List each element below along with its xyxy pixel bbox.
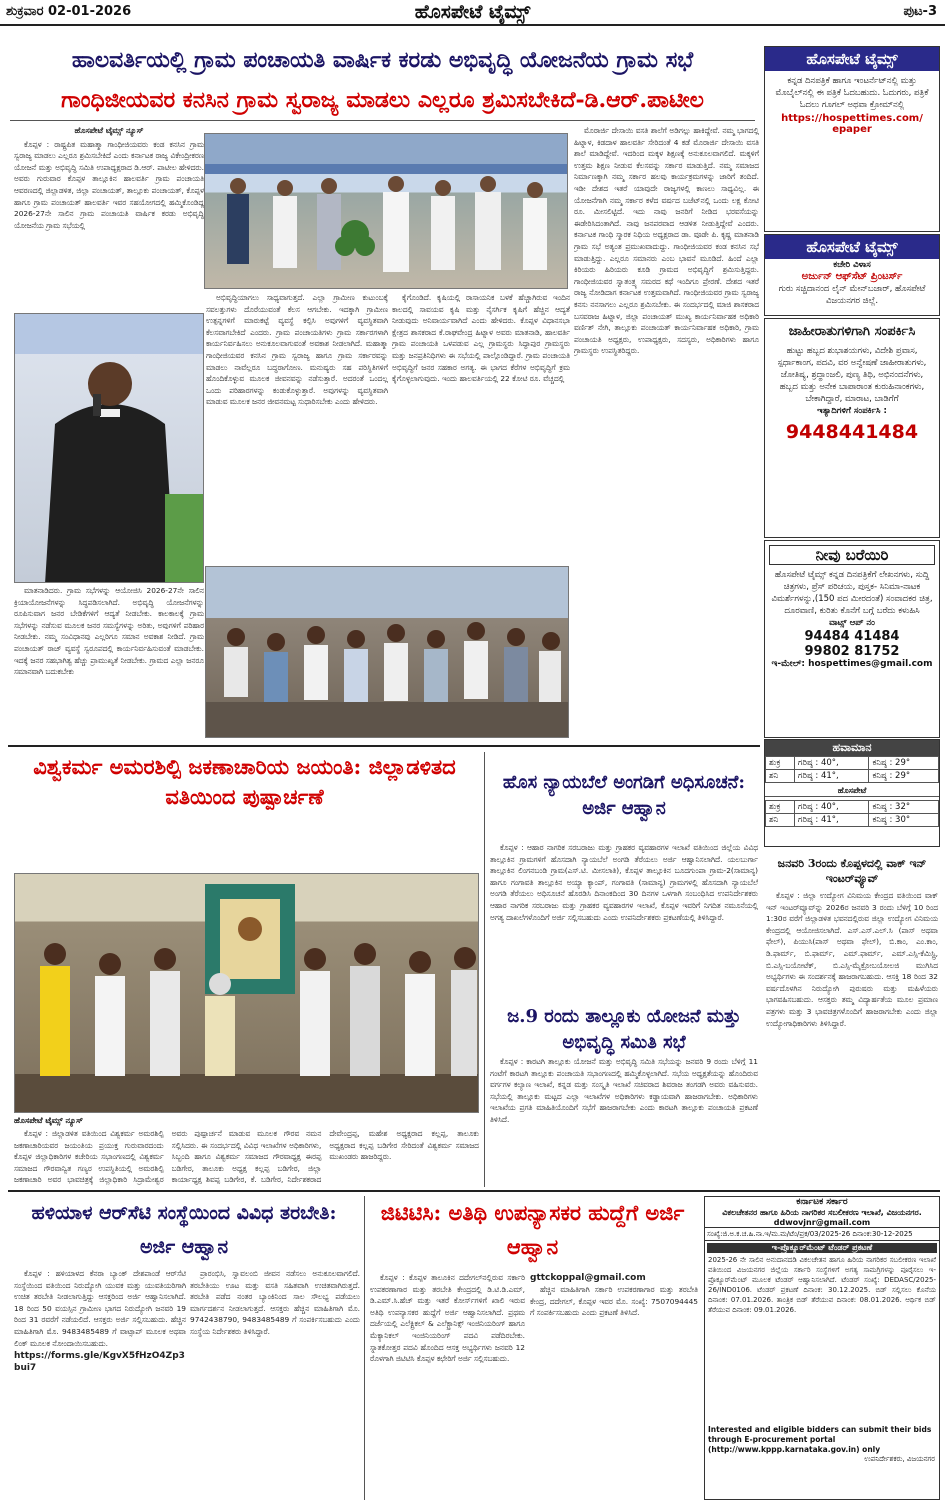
ads-phone[interactable]: 9448441484: [785, 421, 919, 443]
press-name: ಅರ್ಜುನ್ ಆಫ್‌ಸೆಟ್ ಪ್ರಿಂಟರ್ಸ್: [801, 271, 903, 282]
tender-notice-title: ಇ-ಪ್ರೊಕ್ಯೂರ್‌ಮೆಂಟ್ ಟೆಂಡರ್ ಪ್ರಕಟಣೆ: [707, 1243, 937, 1253]
phone-1[interactable]: 94484 41484: [804, 629, 900, 644]
date: ಶುಕ್ರವಾರ 02-01-2026: [6, 4, 132, 19]
story3-title: ಹೊಸ ನ್ಯಾಯಬೆಲೆ ಅಂಗಡಿಗೆ ಅಧಿಸೂಚನೆ: ಅರ್ಜಿ ಆಹ್ವಾನ: [502, 772, 746, 819]
ads-contact: ಇತ್ಯಾದಿಗಳಿಗೆ ಸಂಪರ್ಕಿಸಿ :: [817, 406, 887, 416]
tender-english: Interested and eligible bidders can submit their bids through E-procurement portal (http://www.kppp.karnataka.gov.in) only: [708, 1425, 932, 1454]
tender-email[interactable]: ddwovjnr@gmail.com: [773, 1218, 871, 1227]
weather-box: [764, 739, 940, 847]
story6-text: ಕೊಪ್ಪಳ : ಹಳಿಯಾಳದ ಕೆನರಾ ಬ್ಯಾಂಕ್ ದೇಶಪಾಂಡೆ ಆರ್‌ಸೆಟಿ ಸಂಸ್ಥೆಯಿಂದ ವತಿಯಿಂದ ನಿರುದ್ಯೋಗಿ ಯುವಕ ಮತ್ತು ಯುವತಿಯರಿಗಾಗಿ ಉಚಿತ ತರಬೇತಿ ನೀಡಲಾಗುತ್ತಿದ್ದು ಆಸಕ್ತರಿಂದ ಅರ್ಜಿ ಆಹ್ವಾನಿಸಲಾಗಿದೆ. 18 ರಿಂದ 50 ವಯಸ್ಸಿನ ಗ್ರಾಮೀಣ ಭಾಗದ ನಿರುದ್ಯೋಗಿ ಜನವರಿ 19 ರಿಂದ 31 ರವರೆಗೆ ನಡೆಯಲಿದೆ. ಆಸಕ್ತರು ಅರ್ಜಿ ಸಲ್ಲಿಸಬಹುದು. ಹೆಚ್ಚಿನ ಮಾಹಿತಿಗಾಗಿ ಮೊ. 9483485489 ಗೆ ವಾಟ್ಸಾಪ್ ಮೂಲಕ ಅಥವಾ ಲಿಂಕ್ ಮೂಲಕ ನೋಂದಾಯಿಸಬಹುದು. https://forms.gle/KgvX5fHzO4Zp3bui7: [14, 1269, 186, 1374]
story5-title: ಜನವರಿ 3ರಂದು ಕೊಪ್ಪಳದಲ್ಲಿ ವಾಕ್ ಇನ್ ಇಂಟರ್‌ವ್ಯೂವ್: [777, 857, 927, 885]
tender-body: 2025-26 ನೇ ಸಾಲಿನ ಅನುದಾನದಡಿ ವಿಕಲಚೇತನ ಹಾಗೂ ಹಿರಿಯ ನಾಗರಿಕರ ಸಬಲೀಕರಣ ಇಲಾಖೆ ವತಿಯಿಂದ ವಿಜಯನಗರ ಜಿಲ್ಲೆಯ ಸರ್ಕಾರಿ ಸಂಸ್ಥೆಗಳಿಗೆ ಅಗತ್ಯ ಸಾಮಗ್ರಿಗಳನ್ನು ಪೂರೈಸಲು ಇ-ಪ್ರೊಕ್ಯೂರ್‌ಮೆಂಟ್ ಮೂಲಕ ಟೆಂಡರ್ ಆಹ್ವಾನಿಸಲಾಗಿದೆ. ಟೆಂಡರ್ ಸಂಖ್ಯೆ: DEDASC/2025-26/IND0106. ಟೆಂಡರ್ ಪ್ರಕಟಣೆ ದಿನಾಂಕ: 30.12.2025. ಬಿಡ್ ಸಲ್ಲಿಸಲು ಕೊನೆಯ ದಿನಾಂಕ: 07.01.2026. ತಾಂತ್ರಿಕ ಬಿಡ್ ತೆರೆಯುವ ದಿನಾಂಕ: 08.01.2026. ಆರ್ಥಿಕ ಬಿಡ್ ತೆರೆಯುವ ದಿನಾಂಕ: 09.01.2026.: [708, 1256, 936, 1314]
story1-col1b: ಮಾತನಾಡಿದರು. ಗ್ರಾಮ ಸಭೆಗಳನ್ನು ಆಯೋಜಿಸಿ 2026-27ನೇ ಸಾಲಿನ ಕ್ರಿಯಾಯೋಜನೆಗಳನ್ನು ಸಿದ್ಧಪಡಿಸಲಾಗಿದೆ. ಅಭಿವೃದ್ಧಿ ಯೋಜನೆಗಳನ್ನು ರೂಪಿಸುವಾಗ ಜನರ ಬೇಡಿಕೆಗಳಿಗೆ ಆದ್ಯತೆ ನೀಡಬೇಕು. ಕಾಲಕಾಲಕ್ಕೆ ಗ್ರಾಮ ಸಭೆಗಳನ್ನು ನಡೆಸುವ ಮೂಲಕ ಜನರ ಸಮಸ್ಯೆಗಳನ್ನು ಅರಿತು, ಅವುಗಳಿಗೆ ಪರಿಹಾರ ನೀಡಬೇಕು. ನಮ್ಮ ಸಂವಿಧಾನವು ಎಲ್ಲರಿಗೂ ಸಮಾನ ಅವಕಾಶ ನೀಡಿದೆ. ಗ್ರಾಮ ಪಂಚಾಯತ್ ರಾಜ್ ವ್ಯವಸ್ಥೆ ಸ್ವರೂಪದಲ್ಲಿ ಕಾರ್ಯನಿರ್ವಹಿಸುವಂತೆ ಮಾಡಬೇಕು. ಇದಕ್ಕೆ ಜನರ ಸಹಭಾಗಿತ್ವ ಹೆಚ್ಚು ಪ್ರಾಮುಖ್ಯತೆ ನೀಡಬೇಕು. ಗ್ರಾಮದ ಎಲ್ಲಾ ಜನರೂ ಸಮಾನವಾಗಿ ಬದುಕಬೇಕು: [14, 586, 204, 677]
story6-title: ಹಳಿಯಾಳ ಆರ್‌ಸೆಟಿ ಸಂಸ್ಥೆಯಿಂದ ವಿವಿಧ ತರಬೇತಿ: ಅರ್ಜಿ ಆಹ್ವಾನ: [31, 1202, 337, 1258]
sidebar-box-1: [764, 46, 940, 232]
story2-byline: ಹೊಸಪೇಟೆ ಟೈಮ್ಸ್ ನ್ಯೂಸ್: [14, 1116, 83, 1125]
sidebar-brand: ಹೊಸಪೇಟೆ ಟೈಮ್ಸ್: [765, 47, 939, 71]
tender-sign: ಉಪನಿರ್ದೇಶಕರು, ವಿಜಯನಗರ: [864, 1455, 935, 1463]
story1-photo-speaker: [14, 313, 204, 583]
story7-title: ಜಿಟಿಟಿಸಿ: ಅತಿಥಿ ಉಪನ್ಯಾಸಕರ ಹುದ್ದೆಗೆ ಅರ್ಜಿ ಆಹ್ವಾನ: [380, 1200, 685, 1259]
ads-text: ಹುಟ್ಟು ಹಬ್ಬದ ಶುಭಾಶಯಗಳು, ವಿದೇಶಿ ಪ್ರವಾಸ, ಸ್ಪರ್ಧಾಕಾಂಗ, ಪದವಿ, ವರ ಅನ್ವೇಷಣೆ ಜಾಹೀರಾತುಗಳು, ಜೋತಿಷ್ಯ, ಶ್ರದ್ಧಾಂಜಲಿ, ಪುಣ್ಯ ತಿಥಿ, ಅಭಿನಂದನೆಗಳು, ಹಬ್ಬದ ಮತ್ತು ಅನೇಕ ಬಾಪಾರಾಂತ ಕುರುಹಿನಾಂಕಗಳು, ಬೇಕಾಗಿದ್ದಾರೆ, ಮಾರಾಟ, ಬಾಡಿಗೆಗೆ: [777, 346, 927, 404]
story7-email[interactable]: gttckoppal@gmail.com: [530, 1273, 646, 1283]
sidebar-box-2: [764, 234, 940, 316]
sidebar-intro: ಕನ್ನಡ ದಿನಪತ್ರಿಕೆ ಹಾಗೂ ಇಂಟರ್ನೆಟ್‌ನಲ್ಲಿ ಮತ್ತು ಮೊಬೈಲ್‌ನಲ್ಲಿ ಈ ಪತ್ರಿಕೆ ಓದಬಹುದು. ಓದುಗರು, ಪತ್ರಿಕೆ ಓದಲು ಗೂಗಲ್ ಅಥವಾ ಕ್ರೋಮ್‌ನಲ್ಲಿ: [775, 76, 929, 110]
story6-link[interactable]: https://forms.gle/KgvX5fHzO4Zp3bui7: [14, 1351, 185, 1374]
story1-title: ಗಾಂಧಿಜೀಯವರ ಕನಸಿನ ಗ್ರಾಮ ಸ್ವರಾಜ್ಯ ಮಾಡಲು ಎಲ್ಲರೂ ಶ್ರಮಿಸಬೇಕಿದೆ-ಡಿ.ಆರ್.ಪಾಟೀಲ: [61, 87, 704, 113]
ads-title: ಜಾಹೀರಾತುಗಳಿಗಾಗಿ ಸಂಪರ್ಕಿಸಿ: [788, 324, 916, 339]
sidebar-write: [764, 540, 940, 738]
story2-title: ವಿಶ್ವಕರ್ಮ ಅಮರಶಿಲ್ಪಿ ಜಕಣಾಚಾರಿಯ ಜಯಂತಿ: ಜಿಲ್ಲಾಡಳಿತದ ವತಿಯಿಂದ ಪುಷ್ಪಾರ್ಚಣೆ: [33, 754, 456, 809]
story1-photo-audience: [205, 566, 569, 738]
story5-text: ಕೊಪ್ಪಳ : ಜಿಲ್ಲಾ ಉದ್ಯೋಗ ವಿನಿಮಯ ಕೇಂದ್ರದ ವತಿಯಿಂದ ವಾಕ್ ಇನ್ ಇಂಟರ್‌ವ್ಯೂವ್‌ನ್ನು 2026ರ ಜನವರಿ 3 ರಂದು ಬೆಳಿಗ್ಗೆ 10 ರಿಂದ 1:30ರ ವರೆಗೆ ಜಿಲ್ಲಾಡಳಿತ ಭವನದಲ್ಲಿರುವ ಜಿಲ್ಲಾ ಉದ್ಯೋಗ ವಿನಿಮಯ ಕೇಂದ್ರದಲ್ಲಿ ಆಯೋಜಿಸಲಾಗಿದೆ. ಎಸ್.ಎಸ್.ಎಲ್.ಸಿ (ಪಾಸ್ ಅಥವಾ ಫೇಲ್), ಪಿಯುಸಿ(ಪಾಸ್ ಅಥವಾ ಫೇಲ್), ಬಿ.ಕಾಂ, ಎಂ.ಕಾಂ, ಡಿ.ಫಾರ್ಮ್, ಬಿ.ಫಾರ್ಮ್, ಎಮ್.ಫಾರ್ಮ್, ಎಮ್.ಎಸ್ಸಿ-ಕೆಮಿಸ್ಟ್ರಿ, ಬಿ.ಎಸ್ಸಿ-ಬಯೋಟೆಕ್, ಬಿ.ಎಸ್ಸಿ-ಮೈಕ್ರೋಬಯೋಲಜಿ ಮುಗಿಸಿದ ಅಭ್ಯರ್ಥಿಗಳು ಈ ಸಂದರ್ಶನಕ್ಕೆ ಹಾಜರಾಗಬಹುದು. ಆಸಕ್ತಿ 18 ರಿಂದ 32 ವರ್ಷದೊಳಗಿನ ನಿರುದ್ಯೋಗಿ ಪುರುಷರು ಮತ್ತು ಮಹಿಳೆಯರು ಭಾಗವಹಿಸಬಹುದು. ಆಸಕ್ತರು ತಮ್ಮ ವಿದ್ಯಾರ್ಹತೆಯ ಮೂಲ ಪ್ರಮಾಣ ಪತ್ರಗಳು ಮತ್ತು 3 ಭಾವಚಿತ್ರಗಳೊಂದಿಗೆ ಹಾಜರಾಗಬೇಕು ಎಂದು ಜಿಲ್ಲಾ ಉದ್ಯೋಗಾಧಿಕಾರಿಗಳು ತಿಳಿಸಿದ್ದಾರೆ.: [766, 891, 938, 1028]
sidebar-ads: [764, 318, 940, 538]
story7-text: ಕೊಪ್ಪಳ : ಕೊಪ್ಪಳ ತಾಲೂಕಿನ ದದೇಗಲ್‌ನಲ್ಲಿರುವ ಸರ್ಕಾರಿ ಉಪಕರಣಾಗಾರ ಮತ್ತು ತರಬೇತಿ ಕೇಂದ್ರದಲ್ಲಿ ಡಿ.ಟಿ.ಡಿ.ಎಮ್, ಡಿ.ಎಮ್.ಸಿ.ಹೆಚ್ ಮತ್ತು ಇತರೆ ಕೋರ್ಸ್‌ಗಳಿಗೆ ಖಾಲಿ ಇರುವ ಅತಿಥಿ ಉಪನ್ಯಾಸಕರ ಹುದ್ದೆಗೆ ಅರ್ಜಿ ಆಹ್ವಾನಿಸಲಾಗಿದೆ. ಪ್ರಥಮ ದರ್ಜೆಯಲ್ಲಿ ಎಲೆಕ್ಟ್ರಿಕಲ್ & ಎಲೆಕ್ಟ್ರಾನಿಕ್ಸ್ ಇಂಜಿನಿಯರಿಂಗ್ ಹಾಗೂ ಮೆಕ್ಯಾನಿಕಲ್ ಇಂಜಿನಿಯರಿಂಗ್ ಪದವಿ ಪಡೆದಿರಬೇಕು. ಸ್ನಾತಕೋತ್ತರ ಪದವಿ ಹೊಂದಿದ ಆಸಕ್ತ ಅಭ್ಯರ್ಥಿಗಳು ಜನವರಿ 12 ರೊಳಗಾಗಿ ಜಿಟಿಟಿಸಿ ಕೊಪ್ಪಳ ಕಛೇರಿಗೆ ಅರ್ಜಿ ಸಲ್ಲಿಸಬಹುದು.: [370, 1273, 525, 1364]
you-write-title: ನೀವು ಬರೆಯಿರಿ: [769, 545, 935, 565]
paper-name: ಹೊಸಪೇಟೆ ಟೈಮ್ಸ್: [414, 1, 531, 23]
story1-kicker: ಹಾಲವರ್ತಿಯಲ್ಲಿ ಗ್ರಾಮ ಪಂಚಾಯತಿ ವಾರ್ಷಿಕ ಕರಡು ಅಭಿವೃದ್ಧಿ ಯೋಜನೆಯ ಗ್ರಾಮ ಸಭೆ: [71, 47, 694, 73]
office-address: ಗುರು ಸಚ್ಚಿದಾನಂದ ಲೈನ್ ಮೇನ್‌ಬಜಾರ್, ಹೊಸಪೇಟೆ ವಿಜಯನಗರ ಜಿಲ್ಲೆ.: [778, 284, 926, 306]
masthead: [0, 0, 945, 26]
weather-title: ಹವಾಮಾನ: [765, 740, 939, 756]
story1-photo-dais: [204, 133, 568, 289]
sidebar-email[interactable]: hospettimes@gmail.com: [808, 659, 933, 669]
tender-gov: ಕರ್ನಾಟಕ ಸರ್ಕಾರ: [796, 1197, 848, 1207]
office-title: ಕಚೇರಿ ವಿಳಾಸ: [833, 260, 871, 270]
story6-text2: ಪ್ರಾರಂಭಿಸಿ, ಸ್ವಾವಲಂಬಿ ಜೀವನ ನಡೆಸಲು ಅನುಕೂಲವಾಗಲಿದೆ. ತರಬೇತಿಯು ಊಟ ಮತ್ತು ವಸತಿ ಸಹಿತವಾಗಿ ಉಚಿತವಾಗಿರುತ್ತದೆ. ತರಬೇತಿ ಪಡೆದ ನಂತರ ಬ್ಯಾಂಕಿನಿಂದ ಸಾಲ ಸೌಲಭ್ಯ ಪಡೆಯಲು ಮಾರ್ಗದರ್ಶನ ನೀಡಲಾಗುತ್ತದೆ. ಆಸಕ್ತರು ಹೆಚ್ಚಿನ ಮಾಹಿತಿಗಾಗಿ ಮೊ. 9742438790, 9483485489 ಗೆ ಸಂಪರ್ಕಿಸಬಹುದು ಎಂದು ಸಂಸ್ಥೆಯ ನಿರ್ದೇಶಕರು ತಿಳಿಸಿದ್ದಾರೆ.: [190, 1269, 360, 1336]
weather-table-2: ಶುಕ್ರ ಗರಿಷ್ಠ : 40°, ಕನಿಷ್ಠ : 32° ಶನಿ ಗರಿಷ್ಠ : 41°, ಕನಿಷ್ಠ : 30°: [765, 800, 939, 827]
page-number: ಪುಟ-3: [903, 4, 937, 19]
story1-col4: ಮೊರಾರ್ಜಿ ದೇಸಾಯಿ ವಸತಿ ಶಾಲೆಗೆ ಅಡಿಗಲ್ಲು ಹಾಕಿದ್ದೇವೆ. ನಮ್ಮ ಭಾಗದಲ್ಲಿ ಹಿಟ್ನಾಳ, ಕಿಡದಾಳ ಹಾಲವರ್ತಿ ಸೇರಿದಂತೆ 4 ಕಡೆ ಮೊರಾರ್ಜಿ ದೇಸಾಯಿ ವಸತಿ ಶಾಲೆ ಮಾಡಿದ್ದೇವೆ. ಇದರಿಂದ ಮಕ್ಕಳ ಶಿಕ್ಷಣಕ್ಕೆ ಅನುಕೂಲವಾಗಲಿದೆ. ಮಕ್ಕಳಿಗೆ ಉತ್ತಮ ಶಿಕ್ಷಣ ನೀಡುವ ಕೆಲಸವನ್ನು ಸರ್ಕಾರ ಮಾಡುತ್ತಿದೆ. ನಮ್ಮ ಸಮಾಜದ ನಿರ್ಮಾಣಕ್ಕಾಗಿ ನಮ್ಮ ಸರ್ಕಾರ ಹಲವು ಕಾರ್ಯಕ್ರಮಗಳನ್ನು ಜಾರಿಗೆ ತಂದಿದೆ. ಇಡೀ ದೇಶದ ಇತರೆ ಯಾವುದೇ ರಾಜ್ಯಗಳಲ್ಲಿ ಕಾಣಲು ಸಾಧ್ಯವಿಲ್ಲ. ಈ ಯೋಜನೆಗಾಗಿ ನಮ್ಮ ಸರ್ಕಾರ ಕಳೆದ ವರ್ಷದ ಬಜೆಟ್‌ನಲ್ಲಿ ಒಂದು ಲಕ್ಷ ಕೋಟಿ ರೂ. ಮೀಸಲಿಟ್ಟಿದೆ. ಇದು ನಾವು ಜನರಿಗೆ ನೀಡಿದ ಭರವಸೆಯನ್ನು ಈಡೇರಿಸಿದಂತಾಗಿದೆ. ನಾವು ಜನಪರವಾದ ಆಡಳಿತ ನೀಡುತ್ತಿದ್ದೇವೆ ಎಂದರು. ಕರ್ನಾಟಕ ಗಾಂಧಿ ಸ್ಮಾರಕ ನಿಧಿಯ ಅಧ್ಯಕ್ಷರಾದ ಡಾ. ವೂಡೇ ಪಿ. ಕೃಷ್ಣ ಮಾತನಾಡಿ ಗ್ರಾಮ ಸಭೆ ಅತ್ಯಂತ ಪ್ರಮುಖವಾದುದ್ದು. ಗಾಂಧೀಜಿಯವರ ಕಂಡ ಕನಸಿನ ಸಭೆ ಮಾಡುತ್ತಿದ್ದು. ಎಲ್ಲರೂ ಸಮಾನರು ಎಂಬ ಭಾವನೆ ಮೂಡಿದೆ. ಹಿಂದೆ ಎಲ್ಲಾ ಕಿರಿಯರು ಹಿರಿಯರು ಕೂಡಿ ಗ್ರಾಮದ ಅಭಿವೃದ್ಧಿಗೆ ಶ್ರಮಿಸುತ್ತಿದ್ದರು. ಗಾಂಧೀಜಿಯವರ ಸ್ವಾತಂತ್ರ್ಯ ಸಮರದ ಕಥೆ ಇಂದಿಗೂ ಪ್ರೇರಣೆ. ದೇಶದ ಇತರೆ ರಾಜ್ಯ ನೋಡಿದಾಗ ಕರ್ನಾಟಕ ಉತ್ತಮವಾಗಿದೆ. ಗಾಂಧೀಜಿಯವರ ಗ್ರಾಮ ಸ್ವರಾಜ್ಯ ಕನಸು ನನಸಾಗಲು ಎಲ್ಲರೂ ಶ್ರಮಿಸಬೇಕು. ಈ ಸಂದರ್ಭದಲ್ಲಿ ಮಾಜಿ ಶಾಸಕರಾದ ಬಸವರಾಜ ಹಿಟ್ನಾಳ, ಜಿಲ್ಲಾ ಪಂಚಾಯತ್ ಮುಖ್ಯ ಕಾರ್ಯನಿರ್ವಾಹಕ ಅಧಿಕಾರಿ ವರ್ಣಿತ್ ನೇಗಿ, ತಾಲ್ಲೂಕು ಪಂಚಾಯತ್ ಕಾರ್ಯನಿರ್ವಾಹಕ ಅಧಿಕಾರಿ, ಗ್ರಾಮ ಪಂಚಾಯತಿ ಅಧ್ಯಕ್ಷರು, ಉಪಾಧ್ಯಕ್ಷರು, ಸದಸ್ಯರು, ಅಧಿಕಾರಿಗಳು ಹಾಗೂ ಗ್ರಾಮಸ್ಥರು ಉಪಸ್ಥಿತರಿದ್ದರು.: [574, 126, 759, 356]
story2-photo: [14, 873, 479, 1113]
story3-text: ಕೊಪ್ಪಳ : ಆಹಾರ ನಾಗರಿಕ ಸರಬರಾಜು ಮತ್ತು ಗ್ರಾಹಕರ ವ್ಯವಹಾರಗಳ ಇಲಾಖೆ ವತಿಯಿಂದ ಜಿಲ್ಲೆಯ ವಿವಿಧ ತಾಲ್ಲೂಕಿನ ಗ್ರಾಮಗಳಿಗೆ ಹೊಸದಾಗಿ ನ್ಯಾಯಬೆಲೆ ಅಂಗಡಿ ತೆರೆಯಲು ಅರ್ಜಿ ಆಹ್ವಾನಿಸಲಾಗಿದೆ. ಯಲಬುರ್ಗಾ ತಾಲ್ಲೂಕಿನ ಲಿಂಗನಬಂಡಿ ಗ್ರಾಮ(ಎಸ್.ಟಿ. ಮೀಸಲಾತಿ), ಕೊಪ್ಪಳ ತಾಲ್ಲೂಕಿನ ಬೂದಗುಂಪಾ ಗ್ರಾಮ-2(ಸಾಮಾನ್ಯ) ಹಾಗೂ ಗಂಗಾವತಿ ತಾಲ್ಲೂಕಿನ ಅಯ್ಯಾ ಕ್ಯಾಂಪ್, ಗಂಗಾವತಿ (ಸಾಮಾನ್ಯ) ಗ್ರಾಮಗಳಲ್ಲಿ ಹೊಸದಾಗಿ ನ್ಯಾಯಬೆಲೆ ಅಂಗಡಿ ತೆರೆಯಲು ಅಧಿಸೂಚನೆ ಹೊರಡಿಸಿ ದಿನಾಂಕದಿಂದ 30 ದಿನಗಳ ಒಳಗಾಗಿ ಸಂಬಂಧಿಸಿದ ಉಪನಿರ್ದೇಶಕರು ಆಹಾರ ನಾಗರಿಕ ಸರಬರಾಜು ಮತ್ತು ಗ್ರಾಹಕರ ವ್ಯವಹಾರಗಳ ಇಲಾಖೆ, ಕೊಪ್ಪಳ ಇವರಿಗೆ ನಿಗದಿತ ನಮೂನೆಯಲ್ಲಿ ಅಗತ್ಯ ದಾಖಲೆಗಳೊಂದಿಗೆ ಅರ್ಜಿ ಸಲ್ಲಿಸಬಹುದು ಎಂದು ಉಪನಿರ್ದೇಶಕರು ಪ್ರಕಟಣೆಯಲ್ಲಿ ತಿಳಿಸಿದ್ದಾರೆ.: [490, 843, 758, 922]
story1-col1a: ಹೊಸಪೇಟೆ ಟೈಮ್ಸ್ ನ್ಯೂಸ್ ಕೊಪ್ಪಳ : ರಾಷ್ಟ್ರಪಿತ ಮಹಾತ್ಮಾ ಗಾಂಧೀಜಿಯವರು ಕಂಡ ಕನಸಿನ ಗ್ರಾಮ ಸ್ವರಾಜ್ಯ ಮಾಡಲು ಎಲ್ಲರೂ ಶ್ರಮಿಸಬೇಕಿದೆ ಎಂದು ಕರ್ನಾಟಕ ರಾಜ್ಯ ವಿಕೇಂದ್ರೀಕರಣ ಯೋಜನೆ ಮತ್ತು ಅಭಿವೃದ್ಧಿ ಸಮಿತಿ ಉಪಾಧ್ಯಕ್ಷರಾದ ಡಿ.ಆರ್. ಪಾಟೀಲ ಹೇಳಿದರು. ಅವರು ಗುರುವಾರ ಕೊಪ್ಪಳ ತಾಲ್ಲೂಕಿನ ಹಾಲವರ್ತಿ ಗ್ರಾಮ ಪಂಚಾಯತಿ ಆವರಣದಲ್ಲಿ ಜಿಲ್ಲಾಡಳಿತ, ಜಿಲ್ಲಾ ಪಂಚಾಯತ್, ತಾಲ್ಲೂಕು ಪಂಚಾಯತ್, ಕೊಪ್ಪಳ ಹಾಗೂ ಗ್ರಾಮ ಪಂಚಾಯತ್ ಹಾಲವರ್ತಿ ಇವರ ಸಹಯೋಗದಲ್ಲಿ ಹಮ್ಮಿಕೊಂಡಿದ್ದ 2026-27ನೇ ಸಾಲಿನ ಗ್ರಾಮ ಪಂಚಾಯತಿ ವಾರ್ಷಿಕ ಕರಡು ಅಭಿವೃದ್ಧಿ ಯೋಜನೆಯ ಗ್ರಾಮ ಸಭೆಯಲ್ಲಿ: [14, 126, 204, 230]
story2-text: ಕೊಪ್ಪಳ : ಜಿಲ್ಲಾಡಳಿತ ವತಿಯಿಂದ ವಿಶ್ವಕರ್ಮ ಅಮರಶಿಲ್ಪಿ ಜಕಣಾಚಾರಿಯವರ ಜಯಂತಿಯ ಪ್ರಯುಕ್ತ ಗುರುವಾರದಂದು ಕೊಪ್ಪಳ ಜಿಲ್ಲಾಧಿಕಾರಿಗಳ ಕಚೇರಿಯ ಸಭಾಂಗಣದಲ್ಲಿ ವಿಶ್ವಕರ್ಮ ಸಮಾಜದ ಗೌರವಾನ್ವಿತ ಗಣ್ಯರ ಉಪಸ್ಥಿತಿಯಲ್ಲಿ ಅಮರಶಿಲ್ಪಿ ಜಕಣಾಚಾರಿ ಅವರ ಭಾವಚಿತ್ರಕ್ಕೆ ಜಿಲ್ಲಾಧಿಕಾರಿ ಸಿದ್ರಾಮೇಶ್ವರ ಅವರು ಪುಷ್ಪಾರ್ಚನೆ ಮಾಡುವ ಮೂಲಕ ಗೌರವ ನಮನ ಸಲ್ಲಿಸಿದರು. ಈ ಸಂದರ್ಭದಲ್ಲಿ ವಿವಿಧ ಇಲಾಖೆಗಳ ಅಧಿಕಾರಿಗಳು, ಸಿಬ್ಬಂದಿ ಹಾಗೂ ವಿಶ್ವಕರ್ಮ ಸಮಾಜದ ಗೌರವಾಧ್ಯಕ್ಷ ಈರಪ್ಪ ಬಡಿಗೇರ, ತಾಲೂಕು ಅಧ್ಯಕ್ಷ ಕಲ್ಲಪ್ಪ ಬಡಿಗೇರ, ಜಿಲ್ಲಾ ಕಾರ್ಯಾಧ್ಯಕ್ಷ ಶಿವಪ್ಪ ಬಡಿಗೇರ, ಕೆ. ಬಡಿಗೇರ, ನಿರ್ದೇಶಕರಾದ ದೇವೇಂದ್ರಪ್ಪ, ಮಹೇಶ ಅಧ್ಯಕ್ಷರಾದ ಕಲ್ಲಪ್ಪ, ತಾಲೂಕು ಅಧ್ಯಕ್ಷರಾದ ಕಲ್ಲಪ್ಪ ಬಡಿಗೇರ ಸೇರಿದಂತೆ ವಿಶ್ವಕರ್ಮ ಸಮಾಜದ ಮುಖಂಡರು ಹಾಜರಿದ್ದರು.: [14, 1129, 479, 1185]
story4-text: ಕೊಪ್ಪಳ : ಕಾರಟಗಿ ತಾಲ್ಲೂಕು ಯೋಜನೆ ಮತ್ತು ಅಭಿವೃದ್ಧಿ ಸಮಿತಿ ಸಭೆಯನ್ನು ಜನವರಿ 9 ರಂದು ಬೆಳಿಗ್ಗೆ 11 ಗಂಟೆಗೆ ಕಾರಟಗಿ ತಾಲ್ಲೂಕು ಪಂಚಾಯತಿ ಸಭಾಂಗಣದಲ್ಲಿ ಹಮ್ಮಿಕೊಳ್ಳಲಾಗಿದೆ. ಸಭೆಯ ಅಧ್ಯಕ್ಷತೆಯನ್ನು ಹೊಂದಿರುವ ವರ್ಗಗಳ ಕಲ್ಯಾಣ ಇಲಾಖೆ, ಕನ್ನಡ ಮತ್ತು ಸಂಸ್ಕೃತಿ ಇಲಾಖೆ ಸಚಿವರಾದ ಶಿವರಾಜ ತಂಗಡಗಿ ಅವರು ವಹಿಸುವರು. ಸಭೆಯಲ್ಲಿ ತಾಲ್ಲೂಕು ಮಟ್ಟದ ಎಲ್ಲಾ ಇಲಾಖೆಗಳ ಅಧಿಕಾರಿಗಳು ಕಡ್ಡಾಯವಾಗಿ ಹಾಜರಾಗಬೇಕು. ಅಧಿಕಾರಿಗಳು ಇಲಾಖೆಯ ಪ್ರಗತಿ ಮಾಹಿತಿಯೊಂದಿಗೆ ಸಭೆಗೆ ಹಾಜರಾಗಬೇಕು ಎಂದು ಕಾರಟಗಿ ತಾಲ್ಲೂಕು ಪಂಚಾಯತಿ ಪ್ರಕಟಣೆ ತಿಳಿಸಿದೆ.: [490, 1057, 758, 1124]
weather-table-1: ಶುಕ್ರ ಗರಿಷ್ಠ : 40°, ಕನಿಷ್ಠ : 29° ಶನಿ ಗರಿಷ್ಠ : 41°, ಕನಿಷ್ಠ : 29°: [765, 756, 939, 783]
tender-ref: ಸಂಖ್ಯೆ:ಜಿ.ಅ.ಕ.ಚ.ಹಿ.ನಾ.ಇ/ಮ.ಮ/ಟೆಂ/ಪ್ರಕ/03/2025-26 ದಿನಾಂಕ:30-12-2025: [705, 1227, 939, 1241]
tender-dept: ವಿಕಲಚೇತನರ ಹಾಗೂ ಹಿರಿಯ ನಾಗರಿಕರ ಸಬಲೀಕರಣ ಇಲಾಖೆ, ವಿಜಯನಗರ.: [722, 1208, 922, 1217]
sidebar-url[interactable]: https://hospettimes.com/: [781, 113, 923, 124]
story1-col2: ಅಭಿವೃದ್ಧಿಯಾಗಲು ಸಾಧ್ಯವಾಗುತ್ತದೆ. ಎಲ್ಲಾ ಗ್ರಾಮೀಣ ಕುಟುಂಬಕ್ಕೆ ಸವಲತ್ತುಗಳು ದೊರೆಯುವಂತೆ ಕೆಲಸ ಆಗಬೇಕು. ಇದಕ್ಕಾಗಿ ಗ್ರಾಮೀಣ ಉತ್ಪನ್ನಗಳಿಗೆ ಮಾರುಕಟ್ಟೆ ವ್ಯವಸ್ಥೆ ಕಲ್ಪಿಸಿ ಅವುಗಳಿಗೆ ವ್ಯವಸ್ಥಿತವಾಗಿ ಕೆಲಸವಾಗಬೇಕಿದೆ ಎಂದರು. ಗ್ರಾಮ ಪಂಚಾಯತಿಗಳು ಗ್ರಾಮ ಸರ್ಕಾರಗಳಾಗಿ ಕಾರ್ಯನಿರ್ವಹಿಸಲು ಅನುಕೂಲವಾಗುವಂತೆ ಅವಕಾಶ ನೀಡಲಾಗಿದೆ. ಮಹಾತ್ಮಾ ಗಾಂಧೀಜಿಯವರ ಕನಸಿನ ಗ್ರಾಮ ಸ್ವರಾಜ್ಯ ಹಾಗೂ ಗ್ರಾಮ ಸರ್ಕಾರವನ್ನು ಮಾಡಲು ನಾವೆಲ್ಲರೂ ಬದ್ಧರಾಗೋಣ. ಮನುಷ್ಯರು ಸಹ ಪರಿಸ್ಥಿತಿಗಳಿಗೆ ಹೊಂದಿಕೊಳ್ಳುವ ಮೂಲಕ ಜೀವನವನ್ನು ನಡೆಸುತ್ತಾರೆ. ಅದರಂತೆ ಒಂದಲ್ಲ ಒಂದು ಪರಿಹಾರಗಳನ್ನು ಕಂಡುಕೊಳ್ಳುತ್ತಾರೆ. ಅವುಗಳನ್ನು ವ್ಯವಸ್ಥಿತವಾಗಿ ಮಾಡುವ ಮೂಲಕ ಜನರ ಜೀವನಮಟ್ಟ ಸುಧಾರಿಸಬೇಕು ಎಂದು ಹೇಳಿದರು.: [206, 293, 388, 407]
story1-byline: ಹೊಸಪೇಟೆ ಟೈಮ್ಸ್ ನ್ಯೂಸ್: [74, 126, 144, 135]
sidebar-brand-2: ಹೊಸಪೇಟೆ ಟೈಮ್ಸ್: [765, 235, 939, 259]
story4-title: ಜ.9 ರಂದು ತಾಲ್ಲೂಕು ಯೋಜನೆ ಮತ್ತು ಅಭಿವೃದ್ಧಿ ಸಮಿತಿ ಸಭೆ: [507, 1006, 741, 1053]
tender-notice: [704, 1196, 940, 1500]
weather-city: ಹೊಸಪೇಟೆ: [765, 786, 939, 797]
phone-2[interactable]: 99802 81752: [804, 644, 900, 659]
story1-col3: ಕೈಗೊಂಡಿದೆ. ಕೃಷಿಯಲ್ಲಿ ರಾಸಾಯನಿಕ ಬಳಕೆ ಹೆಚ್ಚಾಗಿರುವ ಇಂದಿನ ಕಾಲದಲ್ಲಿ ಸಾವಯವ ಕೃಷಿ ಮತ್ತು ನೈಸರ್ಗಿಕ ಕೃಷಿಗೆ ಹೆಚ್ಚಿನ ಆದ್ಯತೆ ನೀಡುವುದು ಅನಿವಾರ್ಯವಾಗಿದೆ ಎಂದು ಹೇಳಿದರು. ಕೊಪ್ಪಳ ವಿಧಾನಸಭಾ ಕ್ಷೇತ್ರದ ಶಾಸಕರಾದ ಕೆ.ರಾಘವೇಂದ್ರ ಹಿಟ್ನಾಳ ಅವರು ಮಾತನಾಡಿ, ಹಾಲವರ್ತಿ ಗ್ರಾಮ ಪಂಚಾಯತಿ ಒಳಪಡುವ ಎಲ್ಲ ಗ್ರಾಮಸ್ಥರು ಸಿದ್ಧಾಪುರ ಗ್ರಾಮಸ್ಥರು ಮತ್ತು ಜನಪ್ರತಿನಿಧಿಗಳು ಈ ಸಭೆಯಲ್ಲಿ ಪಾಲ್ಗೊಂಡಿದ್ದಾರೆ. ಗ್ರಾಮ ಪಂಚಾಯತಿ ಅಭಿವೃದ್ಧಿಗೆ ಜನರ ಸಹಕಾರ ಅಗತ್ಯ. ಈ ಭಾಗದ ಕೆರೆಗಳ ಅಭಿವೃದ್ಧಿಗೆ ಕ್ರಮ ಕೈಗೊಳ್ಳಲಾಗುವುದು. ಇಂದು ಹಾಲವರ್ತಿಯಲ್ಲಿ 22 ಕೋಟಿ ರೂ. ವೆಚ್ಚದಲ್ಲಿ: [392, 293, 570, 384]
story7-col2: gttckoppal@gmail.com ಹೆಚ್ಚಿನ ಮಾಹಿತಿಗಾಗಿ ಸರ್ಕಾರಿ ಉಪಕರಣಾಗಾರ ಮತ್ತು ತರಬೇತಿ ಕೇಂದ್ರ, ದದೇಗಲ್, ಕೊಪ್ಪಳ ಇವರ ಮೊ. ಸಂಖ್ಯೆ: 7507094445 ಗೆ ಸಂಪರ್ಕಿಸಬಹುದು ಎಂದು ಪ್ರಕಟಣೆ ತಿಳಿಸಿದೆ.: [530, 1273, 698, 1318]
sidebar-epaper[interactable]: epaper: [832, 124, 872, 135]
email-label: ಇ-ಮೇಲ್:: [771, 659, 805, 669]
whatsapp-label: ವಾಟ್ಸ್ ಆಪ್ ನಂ: [829, 618, 875, 628]
write-text: ಹೊಸಪೇಟೆ ಟೈಮ್ಸ್ ಕನ್ನಡ ದಿನಪತ್ರಿಕೆಗೆ ಲೇಖನಗಳು, ಸುದ್ದಿ ಚಿತ್ರಗಳು, ಪ್ರೆಸ್ ಪರಿಚಯ, ಪುಸ್ತಕ- ಸಿನಿಮಾ-ನಾಟಕ ವಿಮರ್ಶೆಗಳನ್ನು,(150 ಪದ ಮೀರದಂತೆ) ಸಂವಾದಕರ ಚಿತ್ರ, ದೂರವಾಣಿ, ಕುರಿತು ಕೊನೆಗೆ ಬಗ್ಗೆ ಬರೆದು ಕಳುಹಿಸಿ: [771, 570, 933, 616]
